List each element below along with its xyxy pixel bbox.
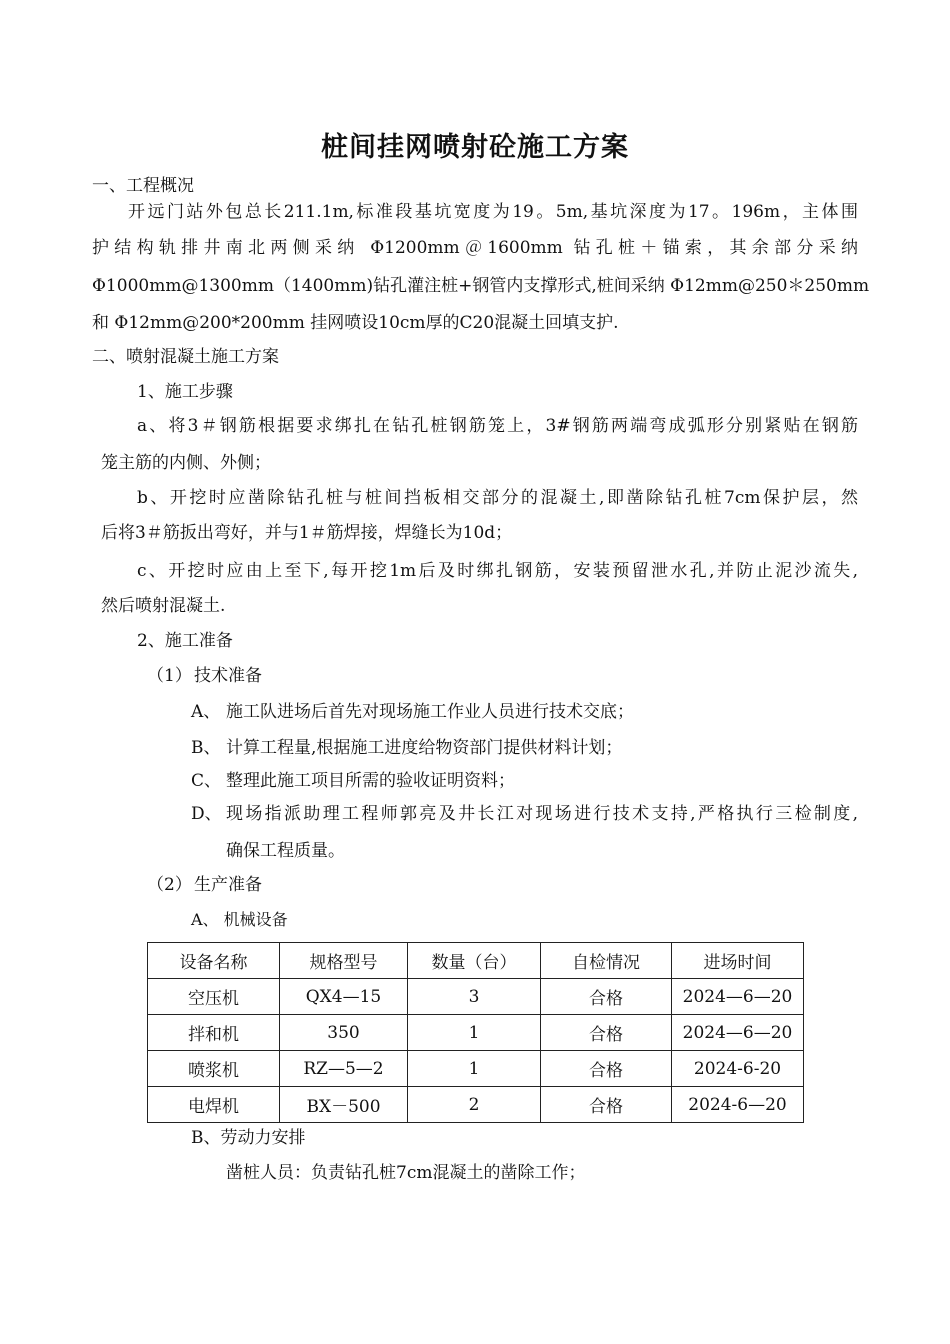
tech-item-a-mark: A、: [191, 702, 221, 722]
table-cell: 合格: [541, 979, 672, 1015]
table-cell: 合格: [541, 1015, 672, 1051]
step-b-line-2: 后将3＃筋扳出弯好，并与1＃筋焊接，焊缝长为10d；: [101, 523, 513, 543]
header-cell: 自检情况: [541, 943, 672, 979]
prod-prep-title: 生产准备: [194, 875, 262, 895]
table-cell: 电焊机: [148, 1087, 280, 1123]
equipment-table: [147, 942, 804, 1123]
labor-heading: B、劳动力安排: [191, 1128, 306, 1148]
table-row: [148, 1015, 804, 1051]
tech-item-d-line-2: 确保工程质量。: [226, 841, 345, 861]
tech-prep-number: （1）: [147, 666, 192, 686]
steps-heading: 1、施工步骤: [137, 382, 233, 402]
section-1-heading: 一、工程概况: [92, 176, 194, 196]
table-cell: 2024-6-20: [672, 1051, 804, 1087]
machine-heading: A、 机械设备: [191, 910, 288, 929]
header-cell: 进场时间: [672, 943, 804, 979]
table-row: [148, 1087, 804, 1123]
table-cell: 3: [408, 979, 541, 1015]
tech-item-b-mark: B、: [191, 738, 221, 758]
tech-item-c: 整理此施工项目所需的验收证明资料；: [226, 771, 515, 791]
table-cell: 2024—6—20: [672, 1015, 804, 1051]
table-cell: 1: [408, 1015, 541, 1051]
table-cell: RZ—5—2: [280, 1051, 408, 1087]
tech-item-b: 计算工程量,根据施工进度给物资部门提供材料计划；: [226, 738, 623, 758]
labor-line-1: 凿桩人员：负责钻孔桩7cm混凝土的凿除工作；: [226, 1163, 586, 1183]
table-cell: 350: [280, 1015, 408, 1051]
header-cell: 数量（台）: [408, 943, 541, 979]
overview-line-3: Φ1000mm@1300mm（1400mm)钻孔灌注桩+钢管内支撑形式,桩间采纳 Φ12mm@250＊250mm: [92, 276, 870, 296]
table-cell: 空压机: [148, 979, 280, 1015]
table-cell: 合格: [541, 1051, 672, 1087]
overview-line-4: 和 Φ12mm@200*200mm 挂网喷设10cm厚的C20混凝土回填支护.: [92, 313, 619, 333]
page-title: 桩间挂网喷射砼施工方案: [321, 132, 629, 163]
table-row: [148, 1051, 804, 1087]
table-cell: QX4—15: [280, 979, 408, 1015]
table-cell: BX－500: [280, 1087, 408, 1123]
table-cell: 喷浆机: [148, 1051, 280, 1087]
tech-item-d-mark: D、: [191, 804, 222, 824]
table-row: [148, 979, 804, 1015]
tech-prep-title: 技术准备: [194, 666, 262, 686]
tech-item-d-line-1: 现场指派助理工程师郭亮及井长江对现场进行技术支持,严格执行三检制度,: [226, 804, 858, 824]
header-cell: 规格型号: [280, 943, 408, 979]
table-cell: 2024-6—20: [672, 1087, 804, 1123]
tech-item-a: 施工队进场后首先对现场施工作业人员进行技术交底；: [226, 702, 634, 722]
prod-prep-number: （2）: [147, 875, 192, 895]
table-header-row: [148, 943, 804, 979]
header-cell: 设备名称: [148, 943, 280, 979]
step-a-line-1: a、将3＃钢筋根据要求绑扎在钻孔桩钢筋笼上，3#钢筋两端弯成弧形分别紧贴在钢筋: [137, 416, 858, 436]
step-c-line-1: c、开挖时应由上至下,每开挖1m后及时绑扎钢筋，安装预留泄水孔,并防止泥沙流失,: [137, 561, 858, 581]
step-c-line-2: 然后喷射混凝土.: [101, 596, 226, 616]
tech-item-c-mark: C、: [191, 771, 222, 791]
table-cell: 2024—6—20: [672, 979, 804, 1015]
overview-line-1: 开远门站外包总长211.1m,标准段基坑宽度为19。5m,基坑深度为17。196m，主体围: [128, 202, 858, 222]
table-cell: 1: [408, 1051, 541, 1087]
overview-line-2: 护结构轨排井南北两侧采纳 Φ1200mm＠1600mm 钻孔桩＋锚索，其余部分采纳: [92, 238, 858, 258]
table-cell: 合格: [541, 1087, 672, 1123]
step-a-line-2: 笼主筋的内侧、外侧；: [101, 453, 271, 473]
prep-heading: 2、施工准备: [137, 631, 233, 651]
section-2-heading: 二、喷射混凝土施工方案: [92, 347, 279, 367]
table-cell: 2: [408, 1087, 541, 1123]
table-cell: 拌和机: [148, 1015, 280, 1051]
step-b-line-1: b、开挖时应凿除钻孔桩与桩间挡板相交部分的混凝土,即凿除钻孔桩7cm保护层，然: [137, 488, 858, 508]
